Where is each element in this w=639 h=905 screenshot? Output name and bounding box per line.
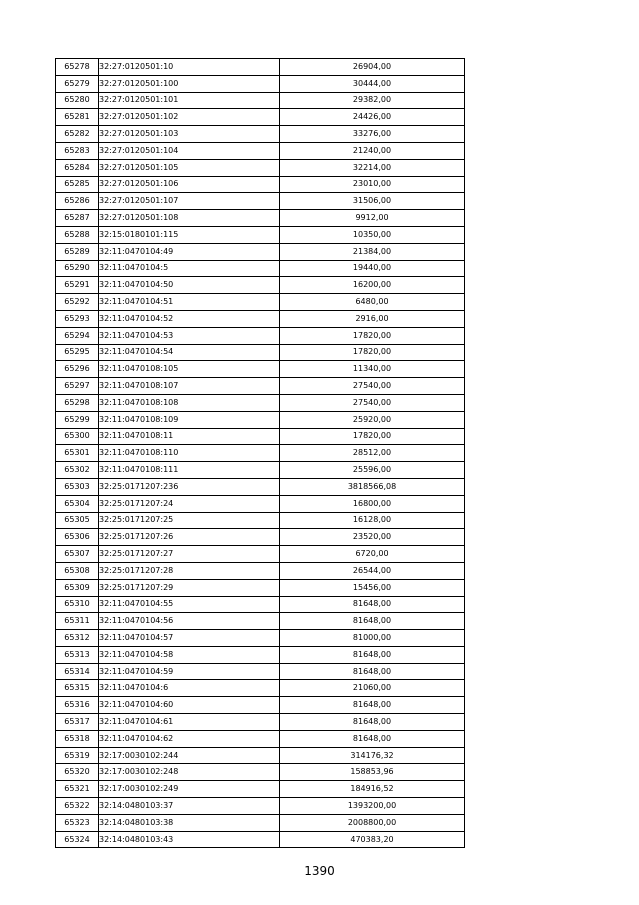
table-row <box>56 814 465 831</box>
cadastral-number-cell: 32:11:0470108:111 <box>99 462 280 479</box>
cadastral-number-cell: 32:11:0470104:55 <box>99 596 280 613</box>
row-number-cell: 65296 <box>56 361 99 378</box>
row-number-cell: 65288 <box>56 226 99 243</box>
row-number-cell: 65315 <box>56 680 99 697</box>
row-number-cell: 65313 <box>56 646 99 663</box>
table-row <box>56 159 465 176</box>
cadastral-value-cell: 470383,20 <box>280 831 465 848</box>
cadastral-number-cell: 32:25:0171207:27 <box>99 546 280 563</box>
row-number-cell: 65280 <box>56 92 99 109</box>
cadastral-value-cell: 27540,00 <box>280 394 465 411</box>
cadastral-number-cell: 32:11:0470108:105 <box>99 361 280 378</box>
cadastral-number-cell: 32:11:0470104:58 <box>99 646 280 663</box>
table-row <box>56 378 465 395</box>
cadastral-value-cell: 19440,00 <box>280 260 465 277</box>
row-number-cell: 65317 <box>56 714 99 731</box>
table-row <box>56 176 465 193</box>
cadastral-value-cell: 10350,00 <box>280 226 465 243</box>
cadastral-number-cell: 32:27:0120501:100 <box>99 75 280 92</box>
table-row <box>56 798 465 815</box>
cadastral-number-cell: 32:11:0470104:50 <box>99 277 280 294</box>
row-number-cell: 65285 <box>56 176 99 193</box>
cadastral-value-cell: 81648,00 <box>280 613 465 630</box>
cadastral-number-cell: 32:25:0171207:28 <box>99 562 280 579</box>
cadastral-number-cell: 32:11:0470108:110 <box>99 445 280 462</box>
cadastral-value-cell: 81648,00 <box>280 663 465 680</box>
cadastral-value-cell: 32214,00 <box>280 159 465 176</box>
row-number-cell: 65292 <box>56 294 99 311</box>
table-row <box>56 579 465 596</box>
row-number-cell: 65309 <box>56 579 99 596</box>
table-row <box>56 831 465 848</box>
table-row <box>56 142 465 159</box>
table-row <box>56 109 465 126</box>
row-number-cell: 65295 <box>56 344 99 361</box>
cadastral-value-cell: 26904,00 <box>280 59 465 76</box>
cadastral-number-cell: 32:14:0480103:43 <box>99 831 280 848</box>
cadastral-value-cell: 16128,00 <box>280 512 465 529</box>
cadastral-number-cell: 32:27:0120501:101 <box>99 92 280 109</box>
table-row <box>56 243 465 260</box>
table-row <box>56 445 465 462</box>
table-row <box>56 277 465 294</box>
row-number-cell: 65278 <box>56 59 99 76</box>
table-row <box>56 630 465 647</box>
cadastral-value-cell: 81648,00 <box>280 697 465 714</box>
row-number-cell: 65282 <box>56 126 99 143</box>
cadastral-number-cell: 32:27:0120501:103 <box>99 126 280 143</box>
cadastral-number-cell: 32:11:0470108:11 <box>99 428 280 445</box>
cadastral-number-cell: 32:11:0470108:107 <box>99 378 280 395</box>
row-number-cell: 65294 <box>56 327 99 344</box>
table-row <box>56 226 465 243</box>
cadastral-value-cell: 81648,00 <box>280 646 465 663</box>
row-number-cell: 65323 <box>56 814 99 831</box>
table-row <box>56 411 465 428</box>
table-row <box>56 747 465 764</box>
row-number-cell: 65293 <box>56 310 99 327</box>
cadastral-value-cell: 26544,00 <box>280 562 465 579</box>
row-number-cell: 65305 <box>56 512 99 529</box>
table-row <box>56 495 465 512</box>
cadastral-value-cell: 158853,96 <box>280 764 465 781</box>
row-number-cell: 65279 <box>56 75 99 92</box>
cadastral-number-cell: 32:17:0030102:248 <box>99 764 280 781</box>
row-number-cell: 65289 <box>56 243 99 260</box>
cadastral-value-cell: 25920,00 <box>280 411 465 428</box>
row-number-cell: 65324 <box>56 831 99 848</box>
cadastral-value-cell: 17820,00 <box>280 327 465 344</box>
table-row <box>56 714 465 731</box>
cadastral-value-cell: 81648,00 <box>280 730 465 747</box>
cadastral-number-cell: 32:25:0171207:236 <box>99 478 280 495</box>
row-number-cell: 65290 <box>56 260 99 277</box>
table-row <box>56 680 465 697</box>
cadastral-number-cell: 32:27:0120501:104 <box>99 142 280 159</box>
cadastral-value-cell: 81648,00 <box>280 596 465 613</box>
row-number-cell: 65281 <box>56 109 99 126</box>
table-body <box>56 59 465 848</box>
cadastral-value-cell: 25596,00 <box>280 462 465 479</box>
cadastral-number-cell: 32:11:0470108:108 <box>99 394 280 411</box>
cadastral-value-table <box>55 58 465 848</box>
row-number-cell: 65298 <box>56 394 99 411</box>
cadastral-value-cell: 21240,00 <box>280 142 465 159</box>
table-row <box>56 75 465 92</box>
row-number-cell: 65310 <box>56 596 99 613</box>
table-row <box>56 361 465 378</box>
cadastral-value-cell: 314176,32 <box>280 747 465 764</box>
table-row <box>56 529 465 546</box>
cadastral-number-cell: 32:27:0120501:102 <box>99 109 280 126</box>
row-number-cell: 65301 <box>56 445 99 462</box>
table-row <box>56 596 465 613</box>
table-row <box>56 193 465 210</box>
row-number-cell: 65307 <box>56 546 99 563</box>
row-number-cell: 65314 <box>56 663 99 680</box>
cadastral-number-cell: 32:25:0171207:29 <box>99 579 280 596</box>
cadastral-number-cell: 32:25:0171207:24 <box>99 495 280 512</box>
row-number-cell: 65321 <box>56 781 99 798</box>
cadastral-value-cell: 6720,00 <box>280 546 465 563</box>
cadastral-number-cell: 32:11:0470104:53 <box>99 327 280 344</box>
table-row <box>56 478 465 495</box>
row-number-cell: 65303 <box>56 478 99 495</box>
cadastral-number-cell: 32:11:0470104:62 <box>99 730 280 747</box>
table-row <box>56 546 465 563</box>
row-number-cell: 65300 <box>56 428 99 445</box>
cadastral-value-cell: 81648,00 <box>280 714 465 731</box>
cadastral-number-cell: 32:27:0120501:106 <box>99 176 280 193</box>
row-number-cell: 65299 <box>56 411 99 428</box>
row-number-cell: 65322 <box>56 798 99 815</box>
cadastral-value-cell: 17820,00 <box>280 344 465 361</box>
table-row <box>56 663 465 680</box>
row-number-cell: 65284 <box>56 159 99 176</box>
row-number-cell: 65316 <box>56 697 99 714</box>
cadastral-value-cell: 16800,00 <box>280 495 465 512</box>
cadastral-value-cell: 28512,00 <box>280 445 465 462</box>
row-number-cell: 65318 <box>56 730 99 747</box>
cadastral-value-cell: 11340,00 <box>280 361 465 378</box>
cadastral-number-cell: 32:17:0030102:249 <box>99 781 280 798</box>
cadastral-value-cell: 33276,00 <box>280 126 465 143</box>
table-row <box>56 428 465 445</box>
table-row <box>56 126 465 143</box>
table-row <box>56 92 465 109</box>
row-number-cell: 65291 <box>56 277 99 294</box>
cadastral-number-cell: 32:25:0171207:25 <box>99 512 280 529</box>
cadastral-number-cell: 32:27:0120501:108 <box>99 210 280 227</box>
cadastral-value-cell: 184916,52 <box>280 781 465 798</box>
cadastral-value-cell: 29382,00 <box>280 92 465 109</box>
cadastral-number-cell: 32:11:0470104:59 <box>99 663 280 680</box>
cadastral-value-cell: 30444,00 <box>280 75 465 92</box>
table-row <box>56 210 465 227</box>
cadastral-number-cell: 32:11:0470108:109 <box>99 411 280 428</box>
cadastral-value-cell: 15456,00 <box>280 579 465 596</box>
cadastral-number-cell: 32:11:0470104:57 <box>99 630 280 647</box>
cadastral-value-cell: 23520,00 <box>280 529 465 546</box>
cadastral-number-cell: 32:11:0470104:60 <box>99 697 280 714</box>
row-number-cell: 65308 <box>56 562 99 579</box>
row-number-cell: 65302 <box>56 462 99 479</box>
table-row <box>56 512 465 529</box>
cadastral-number-cell: 32:11:0470104:54 <box>99 344 280 361</box>
table-row <box>56 781 465 798</box>
table-row <box>56 394 465 411</box>
row-number-cell: 65283 <box>56 142 99 159</box>
cadastral-number-cell: 32:14:0480103:37 <box>99 798 280 815</box>
cadastral-value-cell: 23010,00 <box>280 176 465 193</box>
cadastral-value-cell: 9912,00 <box>280 210 465 227</box>
cadastral-value-cell: 81000,00 <box>280 630 465 647</box>
cadastral-number-cell: 32:27:0120501:10 <box>99 59 280 76</box>
cadastral-value-cell: 3818566,08 <box>280 478 465 495</box>
table-row <box>56 562 465 579</box>
row-number-cell: 65306 <box>56 529 99 546</box>
cadastral-number-cell: 32:11:0470104:49 <box>99 243 280 260</box>
cadastral-number-cell: 32:11:0470104:5 <box>99 260 280 277</box>
cadastral-number-cell: 32:25:0171207:26 <box>99 529 280 546</box>
table-row <box>56 462 465 479</box>
cadastral-value-cell: 27540,00 <box>280 378 465 395</box>
cadastral-value-cell: 6480,00 <box>280 294 465 311</box>
table-row <box>56 730 465 747</box>
table-row <box>56 764 465 781</box>
table-row <box>56 646 465 663</box>
row-number-cell: 65311 <box>56 613 99 630</box>
cadastral-number-cell: 32:15:0180101:115 <box>99 226 280 243</box>
row-number-cell: 65304 <box>56 495 99 512</box>
table-row <box>56 613 465 630</box>
cadastral-value-cell: 16200,00 <box>280 277 465 294</box>
row-number-cell: 65312 <box>56 630 99 647</box>
table-row <box>56 697 465 714</box>
row-number-cell: 65286 <box>56 193 99 210</box>
cadastral-number-cell: 32:27:0120501:105 <box>99 159 280 176</box>
row-number-cell: 65297 <box>56 378 99 395</box>
cadastral-value-cell: 24426,00 <box>280 109 465 126</box>
cadastral-number-cell: 32:11:0470104:52 <box>99 310 280 327</box>
cadastral-value-cell: 2008800,00 <box>280 814 465 831</box>
cadastral-number-cell: 32:17:0030102:244 <box>99 747 280 764</box>
cadastral-number-cell: 32:11:0470104:61 <box>99 714 280 731</box>
table-row <box>56 294 465 311</box>
row-number-cell: 65319 <box>56 747 99 764</box>
table-row <box>56 327 465 344</box>
table-row <box>56 344 465 361</box>
cadastral-number-cell: 32:11:0470104:6 <box>99 680 280 697</box>
page-number: 1390 <box>304 864 335 878</box>
cadastral-value-cell: 21060,00 <box>280 680 465 697</box>
table-row <box>56 310 465 327</box>
cadastral-value-cell: 1393200,00 <box>280 798 465 815</box>
cadastral-number-cell: 32:11:0470104:56 <box>99 613 280 630</box>
cadastral-value-cell: 31506,00 <box>280 193 465 210</box>
row-number-cell: 65287 <box>56 210 99 227</box>
cadastral-value-cell: 21384,00 <box>280 243 465 260</box>
cadastral-number-cell: 32:27:0120501:107 <box>99 193 280 210</box>
cadastral-value-cell: 17820,00 <box>280 428 465 445</box>
row-number-cell: 65320 <box>56 764 99 781</box>
table-row <box>56 59 465 76</box>
cadastral-number-cell: 32:11:0470104:51 <box>99 294 280 311</box>
cadastral-value-cell: 2916,00 <box>280 310 465 327</box>
cadastral-number-cell: 32:14:0480103:38 <box>99 814 280 831</box>
table-row <box>56 260 465 277</box>
